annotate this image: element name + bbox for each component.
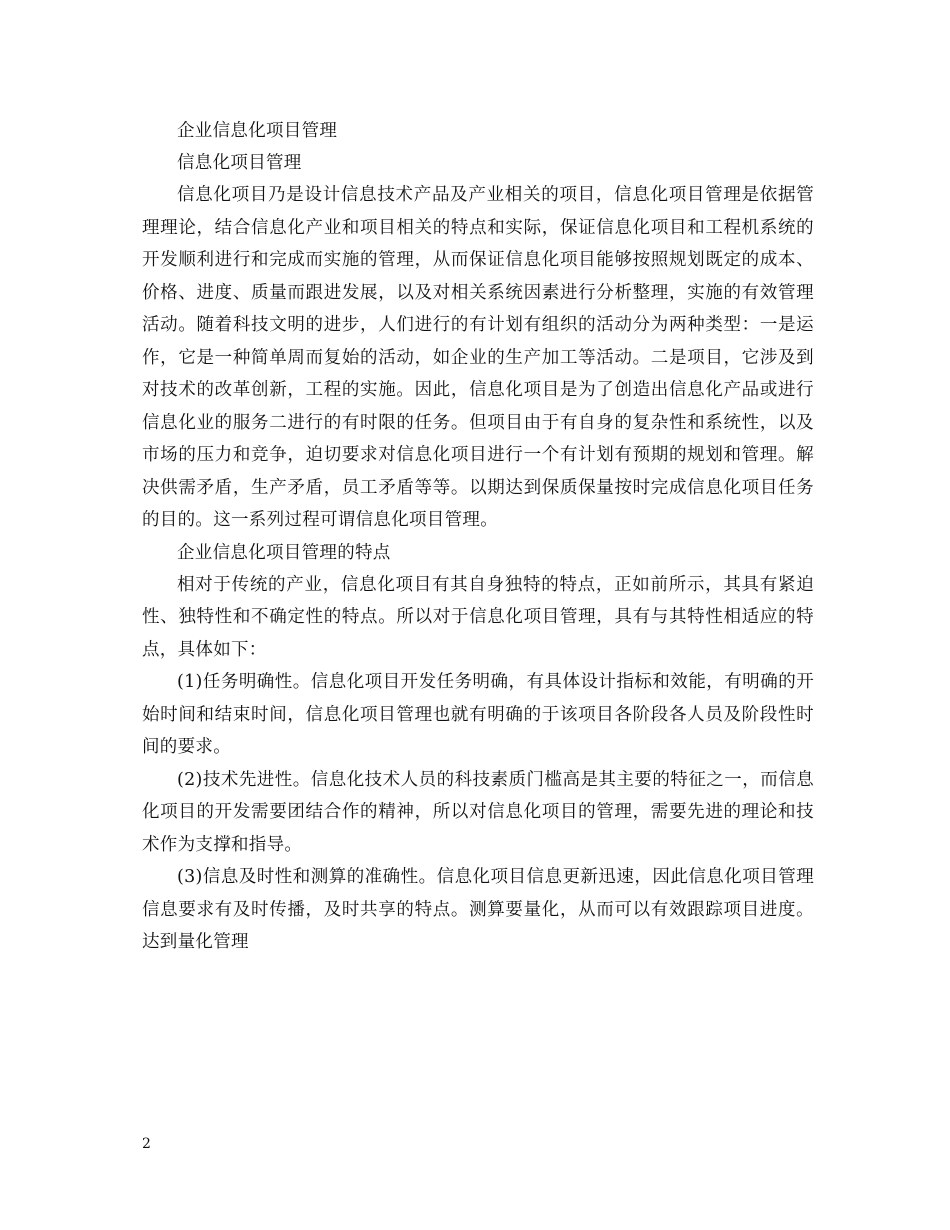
body-paragraph: 信息化项目乃是设计信息技术产品及产业相关的项目，信息化项目管理是依据管理理论，结合信息化产业和项目相关的特点和实际，保证信息化项目和工程机系统的开发顺利进行和完成而实施的管理，从而保证信息化项目能够按照规划既定的成本、价格、进度、质量而跟进发展，以及对相关系统因素进行分析整理，实施的有效管理活动。随着科技文明的进步，人们进行的有计划有组织的活动分为两种类型：一是运作，它是一种简单周而复始的活动，如企业的生产加工等活动。二是项目，它涉及到对技术的改革创新，工程的实施。因此，信息化项目是为了创造出信息化产品或进行信息化业的服务二进行的有时限的任务。但项目由于有自身的复杂性和系统性，以及市场的压力和竞争，迫切要求对信息化项目进行一个有计划有预期的规划和管理。解决供需矛盾，生产矛盾，员工矛盾等等。以期达到保质保量按时完成信息化项目任务的目的。这一系列过程可谓信息化项目管理。 [142,185,814,530]
body-paragraph: 相对于传统的产业，信息化项目有其自身独特的特点，正如前所示，其具有紧迫性、独特性和不确定性的特点。所以对于信息化项目管理，具有与其特性相适应的特点，具体如下： [142,574,814,660]
section-heading: 信息化项目管理 [177,153,302,173]
list-item-paragraph: (3)信息及时性和测算的准确性。信息化项目信息更新迅速，因此信息化项目管理信息要求有及时传播，及时共享的特点。测算要量化，从而可以有效跟踪项目进度。达到量化管理 [142,867,814,952]
section-heading: 企业信息化项目管理的特点 [177,542,391,563]
document-title: 企业信息化项目管理 [177,121,338,141]
page-number: 2 [142,1136,151,1152]
list-item-paragraph: (1)任务明确性。信息化项目开发任务明确，有具体设计指标和效能，有明确的开始时间和结束时间，信息化项目管理也就有明确的于该项目各阶段各人员及阶段性时间的要求。 [142,672,814,757]
document-body [142,115,814,959]
list-item-paragraph: (2)技术先进性。信息化技术人员的科技素质门槛高是其主要的特征之一，而信息化项目的开发需要团结合作的精神，所以对信息化项目的管理，需要先进的理论和技术作为支撑和指导。 [142,769,814,855]
